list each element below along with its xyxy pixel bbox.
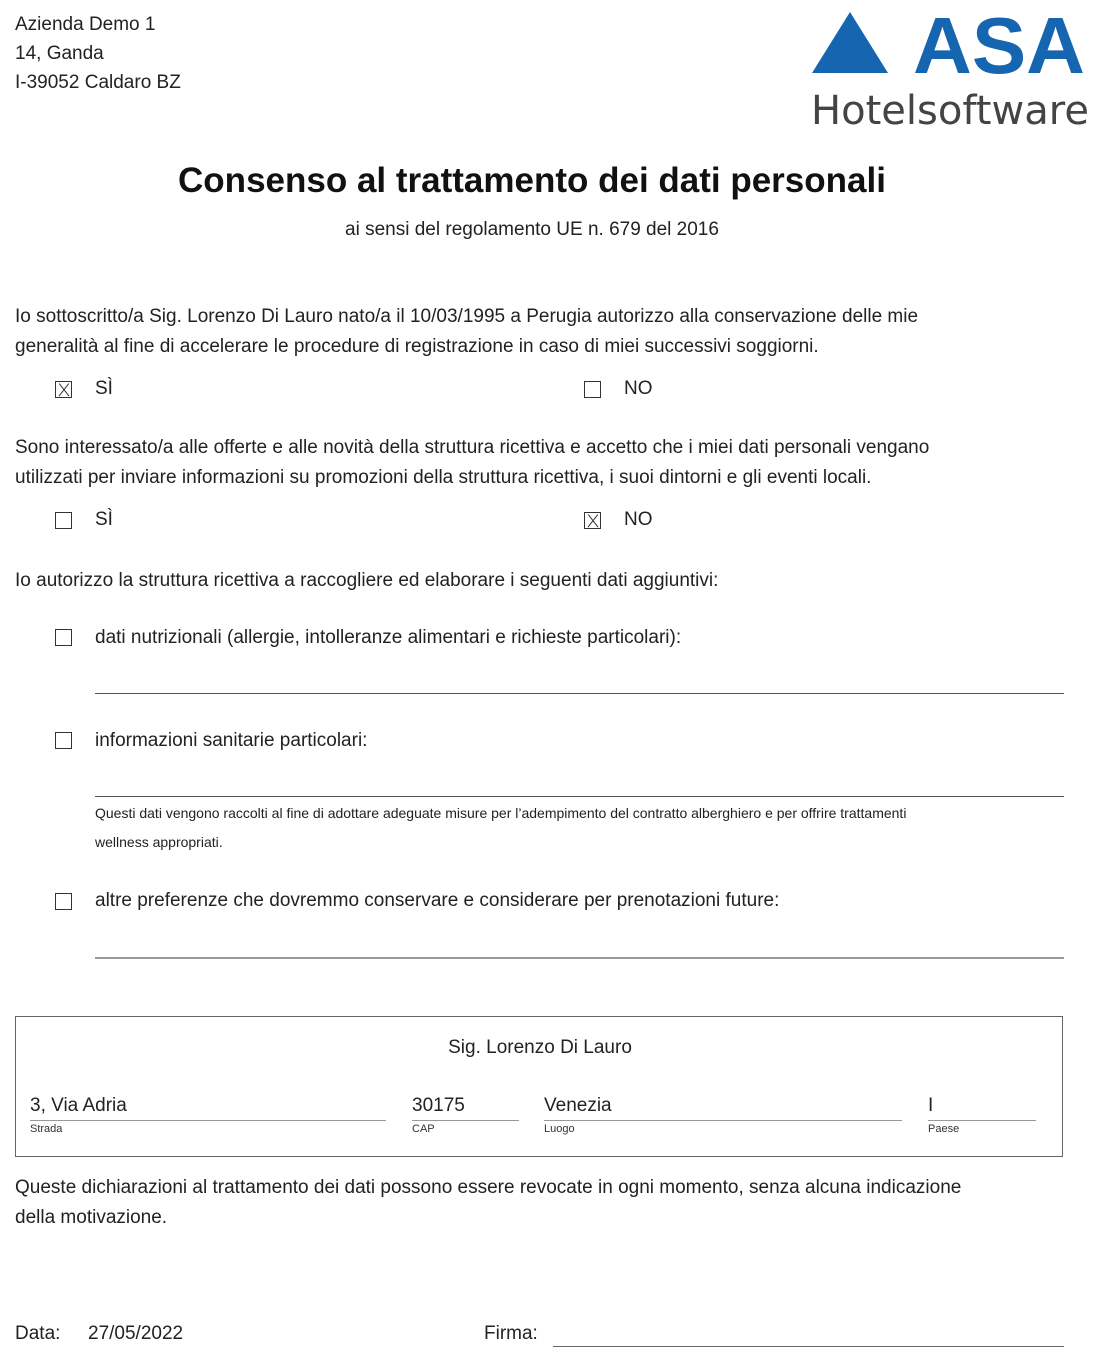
additional-intro: Io autorizzo la struttura ricettiva a raccogliere ed elaborare i seguenti dati aggiuntivi: (15, 570, 719, 591)
triangle-icon (812, 12, 888, 73)
consent2-no-checkbox[interactable] (584, 512, 601, 529)
consent1-text (15, 302, 1065, 362)
nutritional-data-label: dati nutrizionali (allergie, intolleranze alimentari e richieste particolari): (95, 627, 682, 648)
street-line (30, 1120, 386, 1121)
zip-line (412, 1120, 519, 1121)
company-street: 14, Ganda (15, 43, 104, 64)
page-subtitle: ai sensi del regolamento UE n. 679 del 2016 (345, 219, 719, 240)
consent2-line2: utilizzati per inviare informazioni su promozioni della struttura ricettiva, i suoi dintorni e gli eventi locali. (15, 467, 872, 488)
guest-name: Sig. Lorenzo Di Lauro (448, 1037, 632, 1058)
asa-logo-graphic (808, 8, 1093, 133)
health-info-note-line2: wellness appropriati. (95, 834, 223, 850)
consent2-line1: Sono interessato/a alle offerte e alle novità della struttura ricettiva e accetto che i miei dati personali vengano (15, 437, 930, 458)
signature-line[interactable] (553, 1346, 1064, 1347)
company-address (15, 10, 181, 97)
consent2-no-label: NO (624, 509, 653, 530)
city-line (544, 1120, 902, 1121)
revocation-text (15, 1173, 1065, 1233)
other-preferences-checkbox[interactable] (55, 893, 72, 910)
other-preferences-line[interactable] (95, 957, 1064, 959)
health-info-label: informazioni sanitarie particolari: (95, 730, 368, 751)
page-title: Consenso al trattamento dei dati personali (178, 161, 886, 200)
consent1-yes-label: SÌ (95, 378, 113, 399)
zip-value[interactable]: 30175 (412, 1095, 465, 1116)
consent1-no-label: NO (624, 378, 653, 399)
health-info-note-line1: Questi dati vengono raccolti al fine di adottare adeguate misure per l’adempimento del contratto alberghiero e per offrire trattamenti (95, 805, 907, 821)
street-caption: Strada (30, 1123, 63, 1135)
consent1-line2: generalità al fine di accelerare le procedure di registrazione in caso di miei successivi soggiorni. (15, 336, 819, 357)
company-city: I-39052 Caldaro BZ (15, 72, 181, 93)
street-value[interactable]: 3, Via Adria (30, 1095, 127, 1116)
consent1-yes-checkbox[interactable] (55, 381, 72, 398)
asa-logo (808, 8, 1093, 133)
consent1-line1: Io sottoscritto/a Sig. Lorenzo Di Lauro nato/a il 10/03/1995 a Perugia autorizzo alla conservazione delle mie (15, 306, 919, 327)
nutritional-data-line[interactable] (95, 693, 1064, 694)
date-value: 27/05/2022 (88, 1323, 184, 1344)
revocation-line1: Queste dichiarazioni al trattamento dei dati possono essere revocate in ogni momento, senza alcuna indicazione (15, 1177, 962, 1198)
health-info-note (95, 799, 1070, 857)
logo-sub: Hotelsoftware (811, 88, 1089, 133)
health-info-checkbox[interactable] (55, 732, 72, 749)
consent1-no-checkbox[interactable] (584, 381, 601, 398)
country-value[interactable]: I (928, 1095, 934, 1116)
city-value[interactable]: Venezia (544, 1095, 612, 1116)
guest-address-box (15, 1016, 1063, 1157)
zip-caption: CAP (412, 1123, 435, 1135)
consent2-text (15, 433, 1065, 493)
country-caption: Paese (928, 1123, 960, 1135)
country-line (928, 1120, 1036, 1121)
revocation-line2: della motivazione. (15, 1207, 168, 1228)
company-name: Azienda Demo 1 (15, 14, 156, 35)
consent2-yes-checkbox[interactable] (55, 512, 72, 529)
nutritional-data-checkbox[interactable] (55, 629, 72, 646)
consent2-yes-label: SÌ (95, 509, 113, 530)
health-info-line[interactable] (95, 796, 1064, 797)
date-label: Data: (15, 1323, 61, 1344)
other-preferences-label: altre preferenze che dovremmo conservare e considerare per prenotazioni future: (95, 890, 780, 911)
logo-brand: ASA (913, 8, 1085, 90)
city-caption: Luogo (544, 1123, 575, 1135)
signature-label: Firma: (484, 1323, 538, 1344)
